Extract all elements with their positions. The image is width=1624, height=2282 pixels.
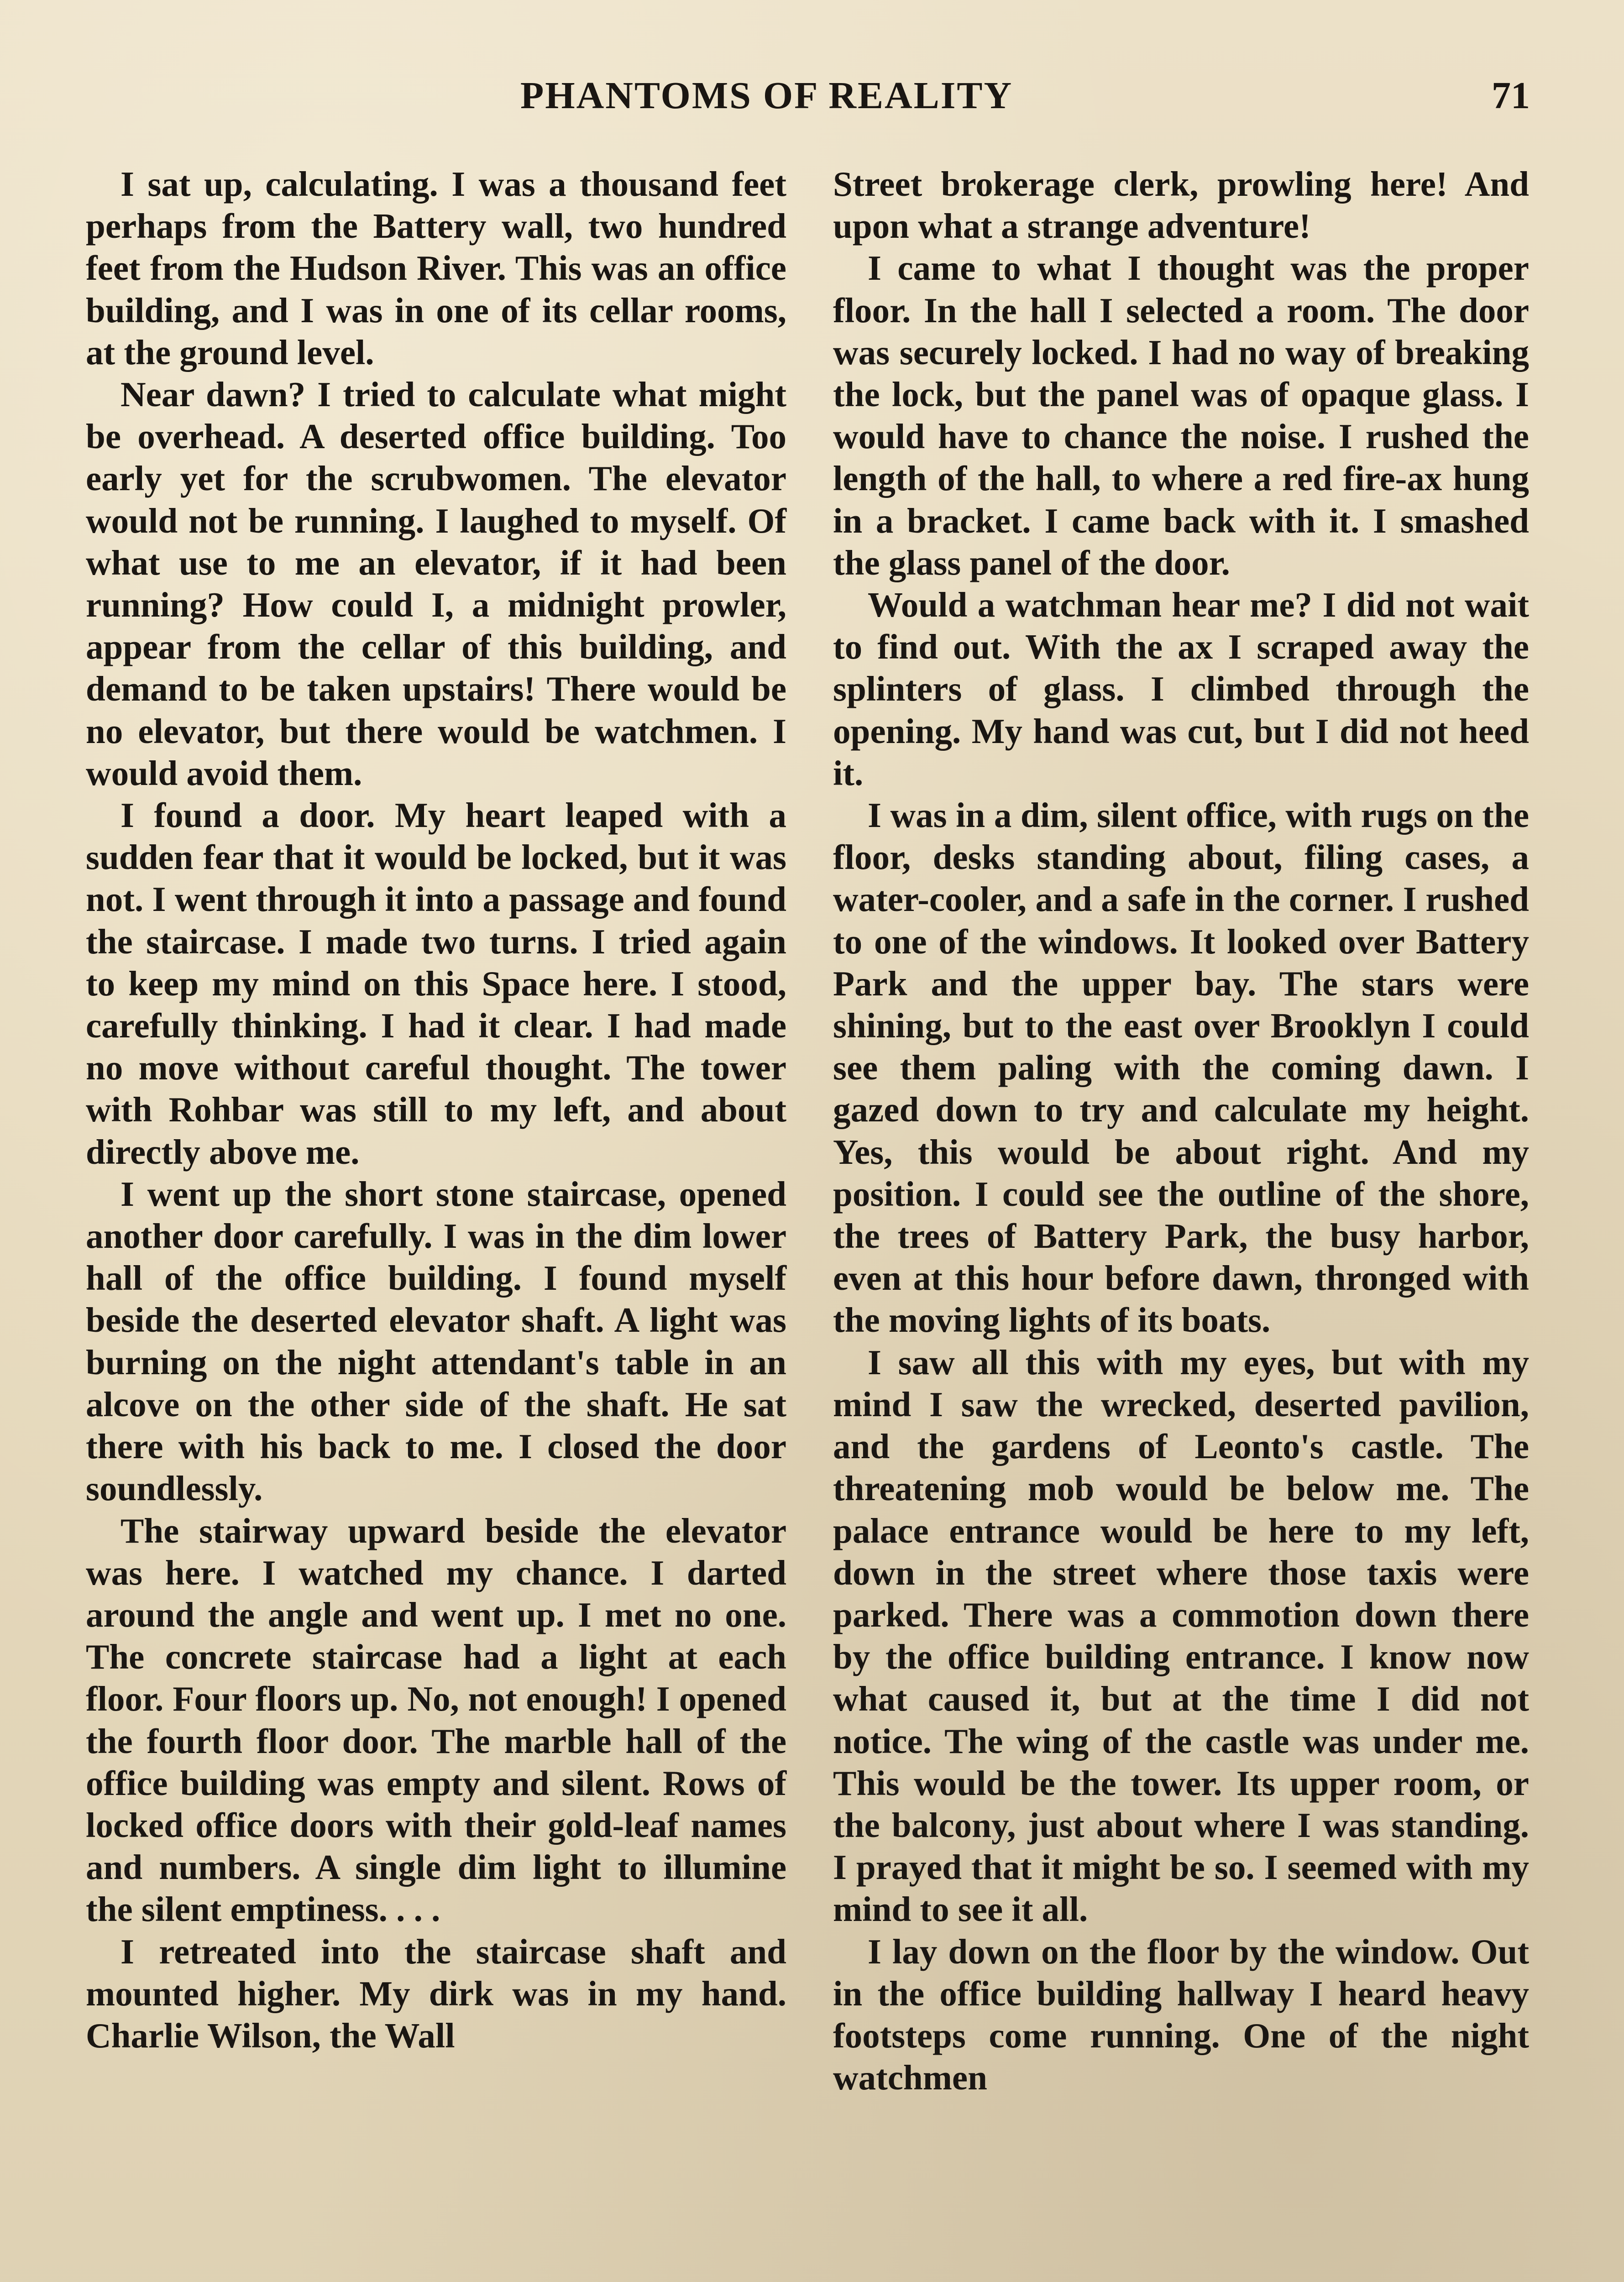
page-header <box>0 68 1624 123</box>
paragraph: I was in a dim, silent office, with rugs on the floor, desks standing about, filing cases, a water-cooler, and a safe in the corner. I rushed to one of the windows. It looked over Battery Park and the upper bay. The stars were shining, but to the east over Brooklyn I could see them paling with the coming dawn. I gazed down to try and calculate my height. Yes, this would be about right. And my position. I could see the outline of the shore, the trees of Battery Park, the busy harbor, even at this hour before dawn, thronged with the moving lights of its boats. <box>833 796 1529 1340</box>
running-head: PHANTOMS OF REALITY <box>520 74 1013 117</box>
paragraph-continuation: Street brokerage clerk, prowling here! And upon what a strange adventure! <box>833 164 1529 246</box>
paragraph: I saw all this with my eyes, but with my mind I saw the wrecked, deserted pavilion, and the gardens of Leonto's castle. The threatening mob would be below me. The palace entrance would be here to my left, down in the street where those taxis were parked. There was a commotion down there by the office building entrance. I know now what caused it, but at the time I did not notice. The wing of the castle was under me. This would be the tower. Its upper room, or the balcony, just about where I was standing. I prayed that it might be so. I seemed with my mind to see it all. <box>833 1342 1529 1929</box>
paragraph: I retreated into the staircase shaft and mounted higher. My dirk was in my hand. Charlie Wilson, the Wall <box>86 1931 786 2055</box>
left-column <box>86 163 786 2057</box>
paragraph: Would a watchman hear me? I did not wait to find out. With the ax I scraped away the splinters of glass. I climbed through the opening. My hand was cut, but I did not heed it. <box>833 585 1529 793</box>
paragraph: I lay down on the floor by the window. Out in the office building hallway I heard heavy footsteps come running. One of the night watchmen <box>833 1931 1529 2098</box>
right-column <box>833 163 1529 2099</box>
paragraph: I found a door. My heart leaped with a sudden fear that it would be locked, but it was not. I went through it into a passage and found the staircase. I made two turns. I tried again to keep my mind on this Space here. I stood, carefully thinking. I had it clear. I had made no move without careful thought. The tower with Rohbar was still to my left, and about directly above me. <box>86 796 786 1172</box>
paragraph: I went up the short stone staircase, opened another door carefully. I was in the dim lower hall of the office building. I found myself beside the deserted elevator shaft. A light was burning on the night attendant's table in an alcove on the other side of the shaft. He sat there with his back to me. I closed the door soundlessly. <box>86 1174 786 1508</box>
paragraph: The stairway upward beside the elevator was here. I watched my chance. I darted around the angle and went up. I met no one. The concrete staircase had a light at each floor. Four floors up. No, not enough! I opened the fourth floor door. The marble hall of the office building was empty and silent. Rows of locked office doors with their gold-leaf names and numbers. A single dim light to illumine the silent emptiness. . . . <box>86 1511 786 1929</box>
page-number: 71 <box>1492 74 1530 117</box>
paragraph: I sat up, calculating. I was a thousand feet perhaps from the Battery wall, two hundred feet from the Hudson River. This was an office building, and I was in one of its cellar rooms, at the ground level. <box>86 164 786 372</box>
paragraph: Near dawn? I tried to calculate what might be overhead. A deserted office building. Too early yet for the scrubwomen. The elevator would not be running. I laughed to myself. Of what use to me an elevator, if it had been running? How could I, a midnight prowler, appear from the cellar of this building, and demand to be taken upstairs! There would be no elevator, but there would be watchmen. I would avoid them. <box>86 375 786 793</box>
paragraph: I came to what I thought was the proper floor. In the hall I selected a room. The door was securely locked. I had no way of breaking the lock, but the panel was of opaque glass. I would have to chance the noise. I rushed the length of the hall, to where a red fire-ax hung in a bracket. I came back with it. I smashed the glass panel of the door. <box>833 248 1529 582</box>
